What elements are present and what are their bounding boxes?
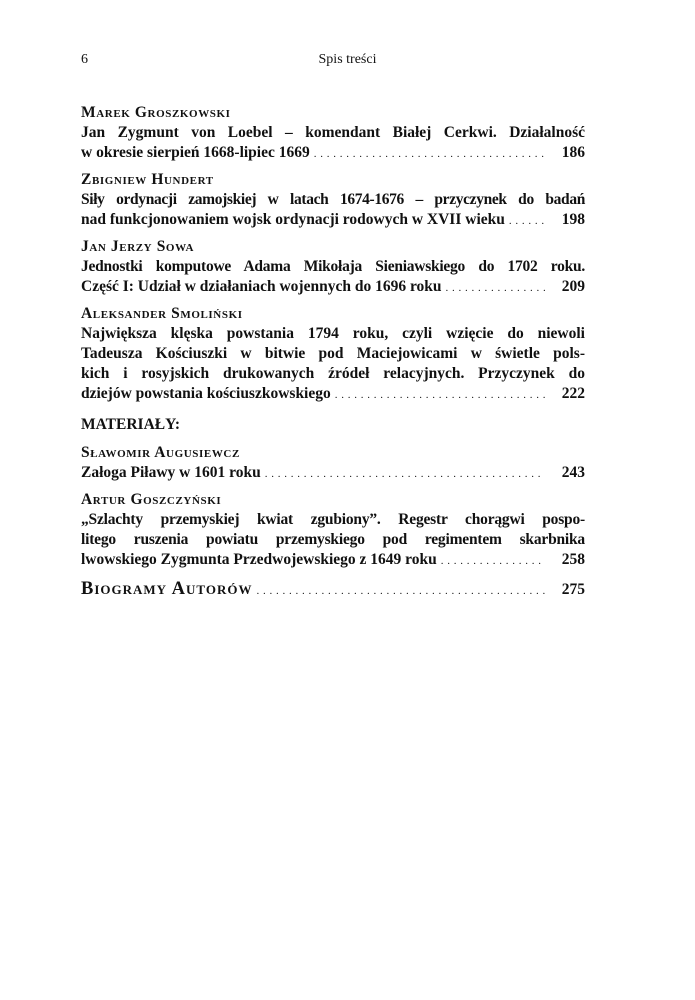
entry-author: Marek Groszkowski (81, 104, 231, 121)
running-header: Spis treści (318, 52, 377, 67)
toc-entry (81, 103, 585, 164)
entry-title-line: Część I: Udział w działaniach wojennych do 1696 roku (81, 278, 442, 295)
entry-last-line (81, 277, 585, 298)
entry-author: Artur Goszczyński (81, 491, 222, 508)
entry-title-line: Największa klęska powstania 1794 roku, czyli wzięcie do niewoli (81, 325, 585, 342)
toc-entry (81, 443, 585, 484)
entry-title-line: litego ruszenia powiatu przemyskiego pod regimentem skarbnika (81, 531, 585, 548)
dot-leader (505, 211, 545, 231)
entry-title-line: Tadeusza Kościuszki w bitwie pod Maciejowicami w świetle pols- (81, 345, 585, 362)
entry-title-line: lwowskiego Zygmunta Przedwojewskiego z 1649 roku (81, 551, 437, 568)
entry-last-line (81, 577, 585, 603)
table-of-contents (81, 103, 585, 609)
dot-leader (310, 144, 545, 164)
dot-leader (442, 278, 545, 298)
dot-leader (331, 385, 545, 405)
toc-entry-final (81, 577, 585, 603)
entry-title-line: Załoga Piławy w 1601 roku (81, 464, 261, 481)
entry-title-line: nad funkcjonowaniem wojsk ordynacji rodowych w XVII wieku (81, 211, 505, 228)
entry-page-number: 186 (561, 144, 585, 161)
final-title: Biogramy Autorów (81, 579, 253, 599)
entry-last-line (81, 210, 585, 231)
entry-title-line: „Szlachty przemyskiej kwiat zgubiony”. Regestr chorągwi pospo- (81, 511, 585, 528)
entry-last-line (81, 463, 585, 484)
entry-author: Jan Jerzy Sowa (81, 238, 195, 255)
section-heading: MATERIAŁY: (81, 416, 181, 433)
entry-title-line: dziejów powstania kościuszkowskiego (81, 385, 331, 402)
entry-last-line (81, 384, 585, 405)
dot-leader (261, 464, 545, 484)
entry-page-number: 222 (561, 385, 585, 402)
page-number: 6 (81, 52, 88, 67)
entry-author: Sławomir Augusiewcz (81, 444, 240, 461)
entry-page-number: 243 (561, 464, 585, 481)
entry-title-line: kich i rosyjskich drukowanych źródeł relacyjnych. Przyczynek do (81, 365, 585, 382)
entry-title-line: Jan Zygmunt von Loebel – komendant Białej Cerkwi. Działalność (81, 124, 585, 141)
entry-author: Zbigniew Hundert (81, 171, 214, 188)
toc-entry (81, 304, 585, 405)
dot-leader (437, 551, 545, 571)
toc-entry (81, 237, 585, 298)
entry-page-number: 198 (561, 211, 585, 228)
entry-title-line: Jednostki komputowe Adama Mikołaja Sieniawskiego do 1702 roku. (81, 258, 585, 275)
entry-author: Aleksander Smoliński (81, 305, 243, 322)
entry-page-number: 209 (561, 278, 585, 295)
entry-last-line (81, 143, 585, 164)
entry-page-number: 275 (561, 581, 585, 598)
dot-leader (252, 579, 545, 603)
entry-page-number: 258 (561, 551, 585, 568)
toc-entry (81, 170, 585, 231)
entry-title-line: w okresie sierpień 1668-lipiec 1669 (81, 144, 310, 161)
toc-entry (81, 490, 585, 571)
entry-title-line: Siły ordynacji zamojskiej w latach 1674-1676 – przyczynek do badań (81, 191, 585, 208)
entry-last-line (81, 550, 585, 571)
